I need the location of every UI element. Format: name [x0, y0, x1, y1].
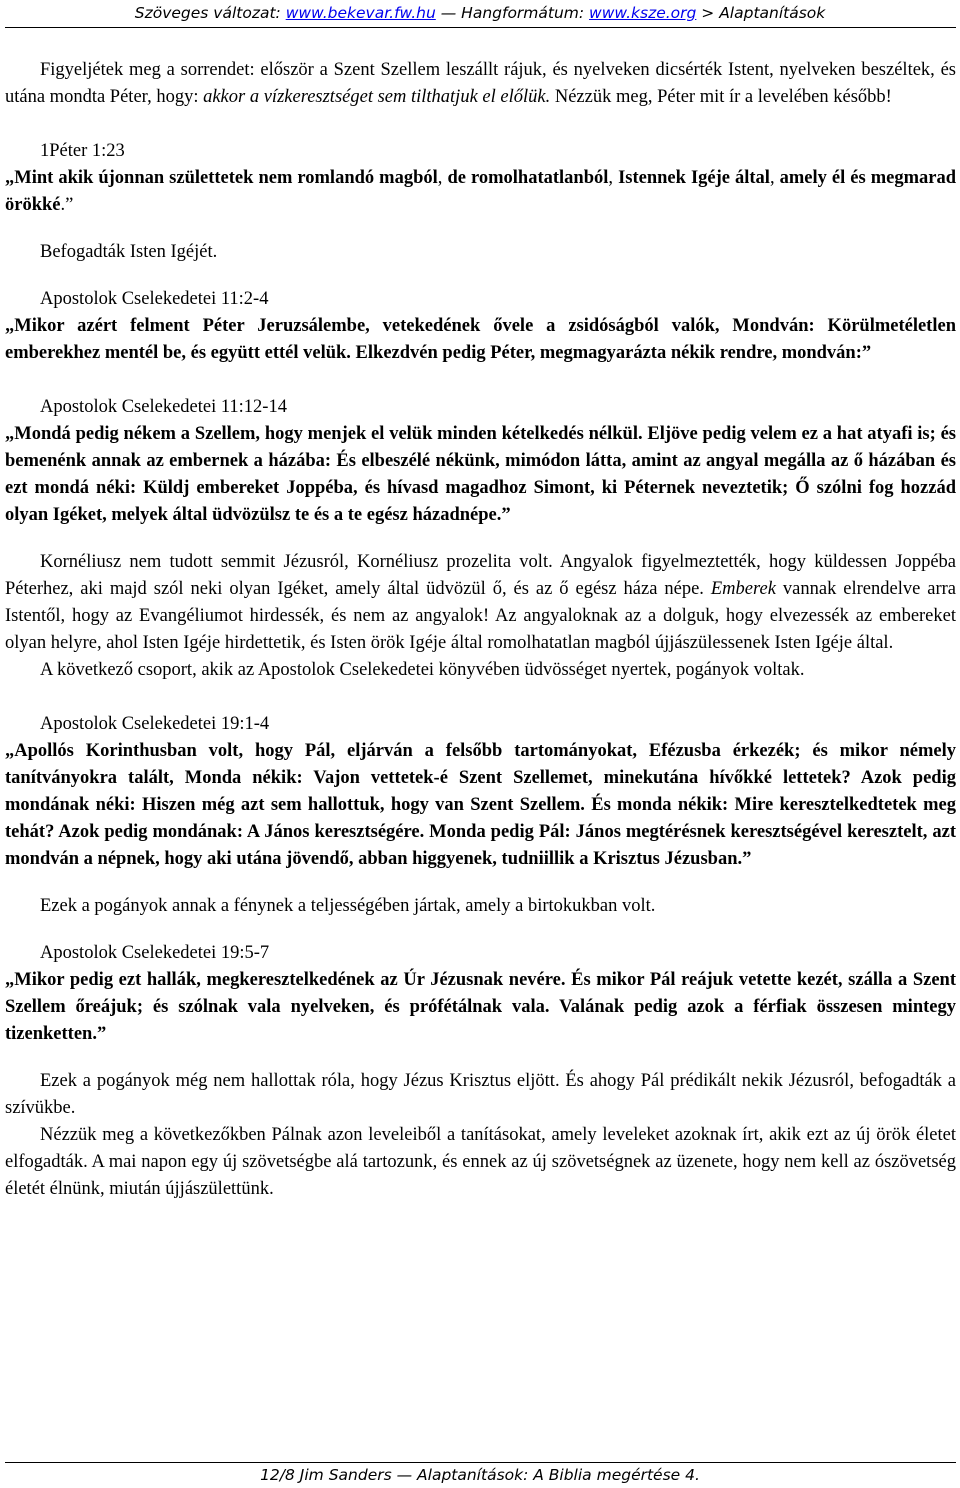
header-separator-text: — Hangformátum: [435, 4, 590, 22]
spacer [5, 920, 956, 940]
quote-segment: de romolhatatlanból [447, 168, 609, 188]
header-label-text: Szöveges változat: [134, 4, 286, 22]
spacer [5, 1048, 956, 1068]
header-divider [5, 27, 956, 28]
spacer [5, 873, 956, 893]
paragraph-text: Nézzük meg, Péter mit ír a levelében később! [550, 87, 892, 107]
footer-divider [5, 1462, 956, 1463]
paragraph-text: vannak elrendelve arra Istentől, hogy az Evangéliumot hirdessék, és nem az angyalok! Az angyaloknak az a dolguk, hogy elvezessék az embereket olyan helyre, ahol Isten Igéje hirdettetik, és Isten örök Igéje által romolhatatlan magból újjászülessenek Isten Igéje által. [5, 579, 957, 653]
spacer [5, 684, 956, 711]
header-link-ksze[interactable]: www.ksze.org [589, 4, 697, 22]
quote-comma: , [769, 168, 780, 188]
scripture-reference: Apostolok Cselekedetei 19:1-4 [40, 714, 270, 734]
spacer [5, 367, 956, 394]
quote-segment: „Mint akik újonnan születtetek nem romlandó magból [5, 168, 438, 188]
header-link-bekevar[interactable]: www.bekevar.fw.hu [285, 4, 436, 22]
page-footer: 12/8 Jim Sanders — Alaptanítások: A Biblia megértése 4. [260, 1466, 700, 1484]
scripture-reference: Apostolok Cselekedetei 11:2-4 [40, 289, 269, 309]
document-body [5, 57, 956, 1203]
spacer [5, 529, 956, 549]
scripture-quote: „Mikor pedig ezt hallák, megkeresztelkedének az Úr Jézusnak nevére. És mikor Pál reájuk vetette kezét, szálla a Szent Szellem őreájuk; és szólnak vala nyelveken, és prófétálnak vala. Valának pedig azok a férfiak összesen mintegy tizenketten.” [5, 970, 956, 1044]
scripture-quote: „Mondá pedig nékem a Szellem, hogy menjek el velük minden kételkedés nélkül. Eljöve pedig velem ez a hat atyafi is; és bemenénk annak az embernek a házába: És elbeszélé nékünk, mimódon látta, amint az angyal megálla az ő házában és ezt mondá néki: Küldj embereket Joppéba, és hívasd magadhoz Simont, ki Péternek neveztetik; Ő szólni fog hozzád olyan Igéket, melyek által üdvözülsz te és a te egész házadnépe.” [5, 424, 956, 525]
paragraph-gentiles-not-heard: Ezek a pogányok még nem hallottak róla, hogy Jézus Krisztus eljött. És ahogy Pál prédikált nekik Jézusról, befogadták a szívükbe. [5, 1071, 956, 1118]
paragraph-text: Figyeljétek meg a sorrendet: először a Szent Szellem leszállt rájuk, és nyelveken dicsérték Istent, nyelveken beszéltek, és utána mondta Péter, hogy: [5, 60, 956, 107]
quote-comma: , [608, 168, 619, 188]
scripture-reference: Apostolok Cselekedetei 19:5-7 [40, 943, 270, 963]
paragraph-gentiles: Ezek a pogányok annak a fénynek a teljességében jártak, amely a birtokukban volt. [40, 896, 656, 916]
scripture-quote: „Mikor azért felment Péter Jeruzsálembe, vetekedének ővele a zsidóságból valók, Mondván: Körülmetéletlen emberekhez mentél be, és együtt ettél velük. Elkezdvén pedig Péter, megmagyarázta nékik rendre, mondván:” [5, 316, 956, 363]
scripture-quote: „Apollós Korinthusban volt, hogy Pál, eljárván a felsőbb tartományokat, Efézusba érkezék; és mikor némely tanítványokra talált, Monda nékik: Vajon vettetek-é Szent Szellemet, minekutána hívőkké lettetek? Azok pedig mondának néki: Hiszen még azt sem hallottuk, hogy van Szent Szellem. És monda nékik: Mire keresztelkedtetek meg tehát? Azok pedig mondának: A János keresztségére. Monda pedig Pál: János megtérésnek keresztségével keresztelt, azt mondván a népnek, hogy aki utána jövendő, abban higgyenek, tudniillik a Krisztus Jézusban.” [5, 741, 956, 869]
scripture-reference: 1Péter 1:23 [40, 141, 125, 161]
spacer [5, 266, 956, 286]
paragraph-next-group: A következő csoport, akik az Apostolok Cselekedetei könyvében üdvösséget nyertek, pogányok voltak. [40, 660, 805, 680]
quote-comma: , [437, 168, 448, 188]
paragraph-received: Befogadták Isten Igéjét. [40, 242, 218, 262]
spacer [5, 219, 956, 239]
scripture-quote [5, 165, 956, 219]
italic-emphasis: Emberek [710, 579, 776, 599]
paragraph-text: Kornéliusz nem tudott semmit Jézusról, Kornéliusz prozelita volt. Angyalok figyelmeztették, hogy küldessen Joppéba Péterhez, aki majd szól neki olyan Igéket, amely által üdvözül ő, és az ő egész háza népe. [5, 552, 956, 599]
header-tail-text: > Alaptanítások [696, 4, 826, 22]
italic-emphasis: akkor a vízkeresztséget sem tilthatjuk el előlük. [203, 87, 551, 107]
quote-segment: Istennek Igéje által [618, 168, 770, 188]
scripture-reference: Apostolok Cselekedetei 11:12-14 [40, 397, 287, 417]
quote-segment: amely él és megmarad örökké [5, 168, 957, 215]
page-header [0, 2, 960, 24]
paragraph-pauls-letters: Nézzük meg a következőkben Pálnak azon leveleiből a tanításokat, amely leveleket azoknak írt, akik ezt az új örök életet elfogadták. A mai napon egy új szövetségbe alá tartozunk, és ennek az új szövetségnek az üzenete, hogy nem kell az ószövetség életét élnünk, miután újjászülettünk. [5, 1125, 956, 1199]
spacer [5, 111, 956, 138]
quote-close: .” [60, 195, 74, 215]
paragraph-cornelius [5, 549, 956, 657]
paragraph-order [5, 57, 956, 111]
